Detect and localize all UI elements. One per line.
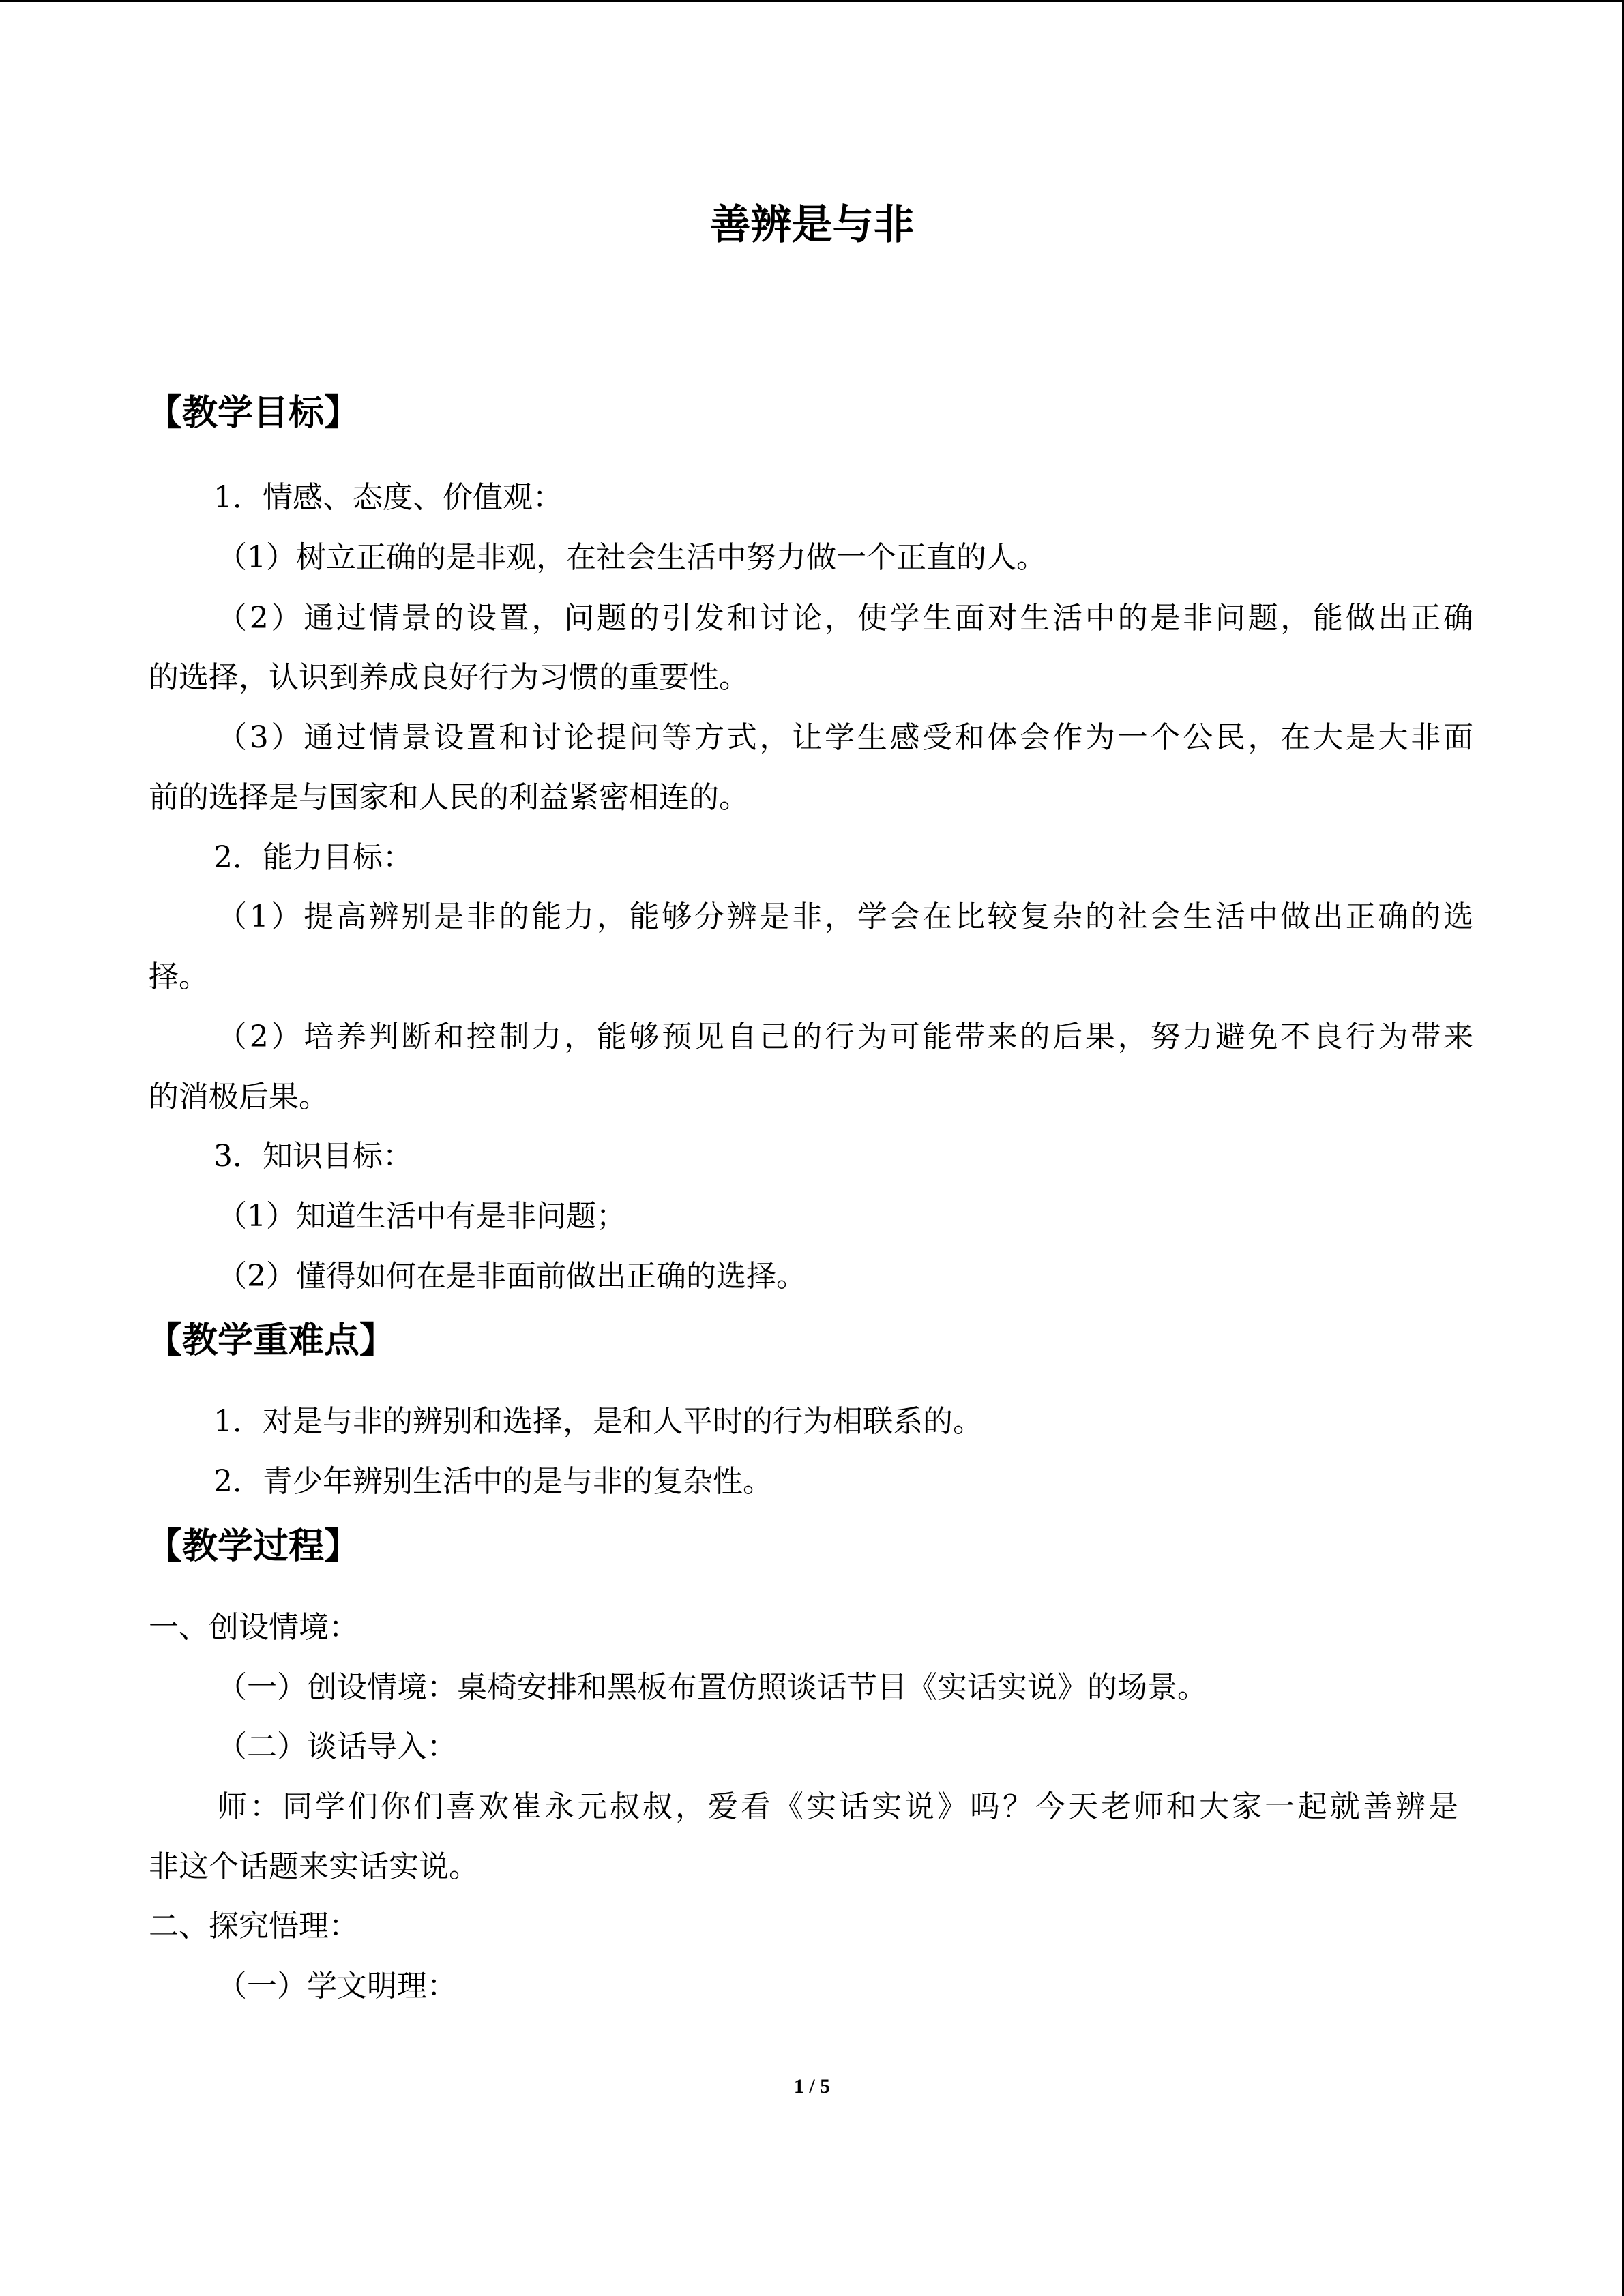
objective-item-2-2: （2）培养判断和控制力，能够预见自己的行为可能带来的后果，努力避免不良行为带来 [217,1019,1473,1054]
objective-item-2-1-cont: 择。 [149,959,209,994]
page-number: 1 / 5 [793,2075,831,2098]
objective-item-2-1: （1）提高辨别是非的能力，能够分辨是非，学会在比较复杂的社会生活中做出正确的选 [217,899,1473,934]
objective-item-1: 1．情感、态度、价值观： [213,480,563,515]
process-step-2-1: （一）学文明理： [217,1969,457,2003]
page-top-border [0,0,1624,2]
process-step-1-1: （一）创设情境：桌椅安排和黑板布置仿照谈话节目《实话实说》的场景。 [217,1670,1207,1705]
process-step-2: 二、探究悟理： [149,1909,359,1943]
objective-item-1-2-cont: 的选择，认识到养成良好行为习惯的重要性。 [149,660,749,695]
objective-item-1-1: （1）树立正确的是非观，在社会生活中努力做一个正直的人。 [217,540,1046,575]
section-heading-objectives: 【教学目标】 [147,392,360,434]
objective-item-1-3: （3）通过情景设置和讨论提问等方式，让学生感受和体会作为一个公民，在大是大非面 [217,720,1473,755]
process-dialogue-cont: 非这个话题来实话实说。 [149,1849,479,1884]
section-heading-process: 【教学过程】 [147,1525,360,1567]
process-dialogue: 师：同学们你们喜欢崔永元叔叔，爱看《实话实说》吗？今天老师和大家一起就善辨是 [217,1789,1458,1824]
document-title: 善辨是与非 [709,201,915,249]
objective-item-1-3-cont: 前的选择是与国家和人民的利益紧密相连的。 [149,780,749,815]
objective-item-2-2-cont: 的消极后果。 [149,1079,329,1114]
process-step-1: 一、创设情境： [149,1610,359,1645]
objective-item-1-2: （2）通过情景的设置，问题的引发和讨论，使学生面对生活中的是非问题，能做出正确 [217,601,1473,636]
objective-item-3-2: （2）懂得如何在是非面前做出正确的选择。 [217,1259,806,1294]
objective-item-3: 3．知识目标： [213,1139,413,1174]
key-point-2: 2．青少年辨别生活中的是与非的复杂性。 [213,1464,773,1499]
objective-item-2: 2．能力目标： [213,840,413,875]
key-point-1: 1．对是与非的辨别和选择，是和人平时的行为相联系的。 [213,1404,983,1439]
objective-item-3-1: （1）知道生活中有是非问题； [217,1199,626,1234]
process-step-1-2: （二）谈话导入： [217,1729,457,1764]
section-heading-key-points: 【教学重难点】 [147,1320,396,1361]
